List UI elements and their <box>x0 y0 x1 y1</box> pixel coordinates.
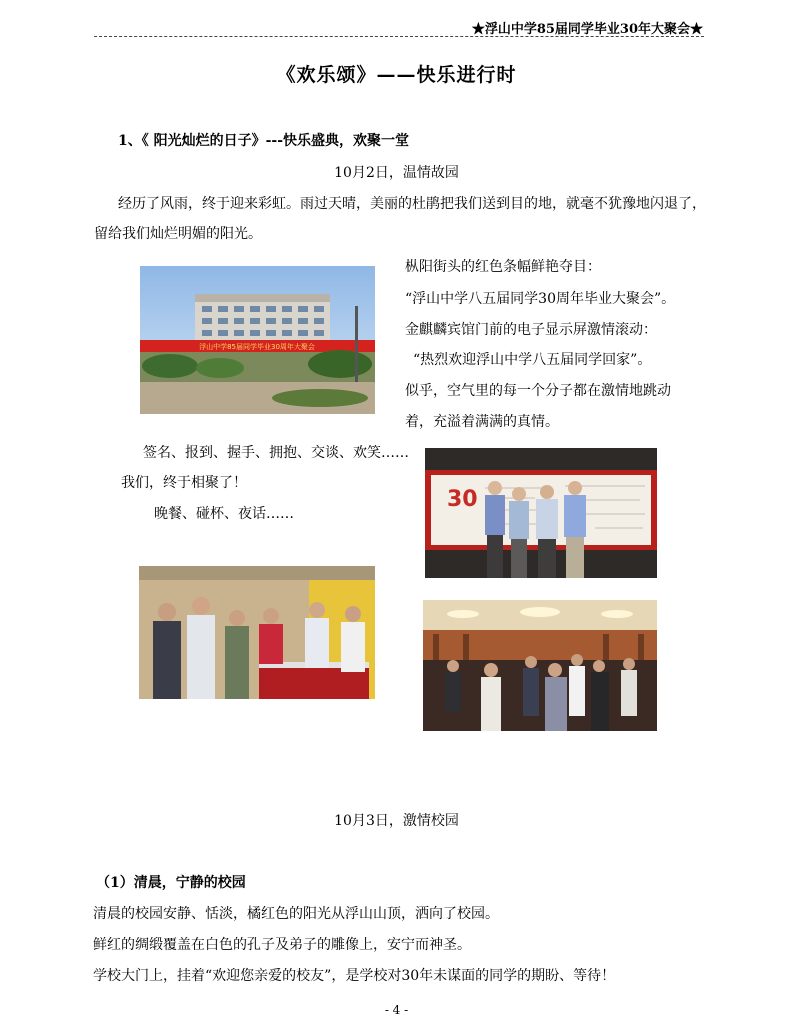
right-paragraph-line: 似乎，空气里的每一个分子都在激情地跳动 <box>405 383 671 399</box>
left-paragraph-line: 晚餐、碰杯、夜话…… <box>154 506 294 522</box>
page-title: 《欢乐颂》——快乐进行时 <box>276 64 517 86</box>
left-paragraph-line: 签名、报到、握手、拥抱、交谈、欢笑…… <box>143 445 409 461</box>
right-paragraph-line: “浮山中学八五届同学30周年毕业大聚会”。 <box>405 291 676 307</box>
body-paragraph-line: 学校大门上，挂着“欢迎您亲爱的校友”，是学校对30年未谋面的同学的期盼、等待！ <box>93 968 616 984</box>
hotel-building-photo <box>140 266 375 414</box>
right-paragraph-line: 金麒麟宾馆门前的电子显示屏激情滚动： <box>405 322 657 338</box>
right-paragraph-line: “热烈欢迎浮山中学八五届同学回家”。 <box>413 352 652 368</box>
date-line: 10月3日，激情校园 <box>334 813 459 829</box>
right-paragraph-line: 着，充溢着满满的真情。 <box>405 414 559 430</box>
intro-paragraph-line: 留给我们灿烂明媚的阳光。 <box>94 226 262 242</box>
banquet-hall-photo <box>423 600 657 731</box>
registration-desk-photo <box>139 566 375 699</box>
banner-text: 浮山中学85届同学毕业30周年大聚会 <box>199 343 315 351</box>
page-header: ★浮山中学85届同学毕业30年大聚会★ <box>471 22 703 37</box>
body-paragraph-line: 清晨的校园安静、恬淡，橘红色的阳光从浮山山顶，洒向了校园。 <box>93 906 499 922</box>
page-number: - 4 - <box>384 1003 409 1017</box>
board-logo: 30 <box>447 487 478 512</box>
date-line: 10月2日，温情故园 <box>334 165 459 181</box>
header-divider <box>94 36 704 37</box>
section-heading: 1、《 阳光灿烂的日子》---快乐盛典，欢聚一堂 <box>118 133 410 149</box>
intro-paragraph-line: 经历了风雨，终于迎来彩虹。雨过天晴，美丽的杜鹃把我们送到目的地，就毫不犹豫地闪退了， <box>118 196 706 212</box>
section-subheading: （1）清晨，宁静的校园 <box>96 875 246 891</box>
group-at-signature-board-photo <box>425 448 657 578</box>
right-paragraph-line: 枞阳街头的红色条幅鲜艳夺目： <box>405 259 601 275</box>
body-paragraph-line: 鲜红的绸缎覆盖在白色的孔子及弟子的雕像上，安宁而神圣。 <box>93 937 471 953</box>
left-paragraph-line: 我们，终于相聚了！ <box>121 475 247 491</box>
